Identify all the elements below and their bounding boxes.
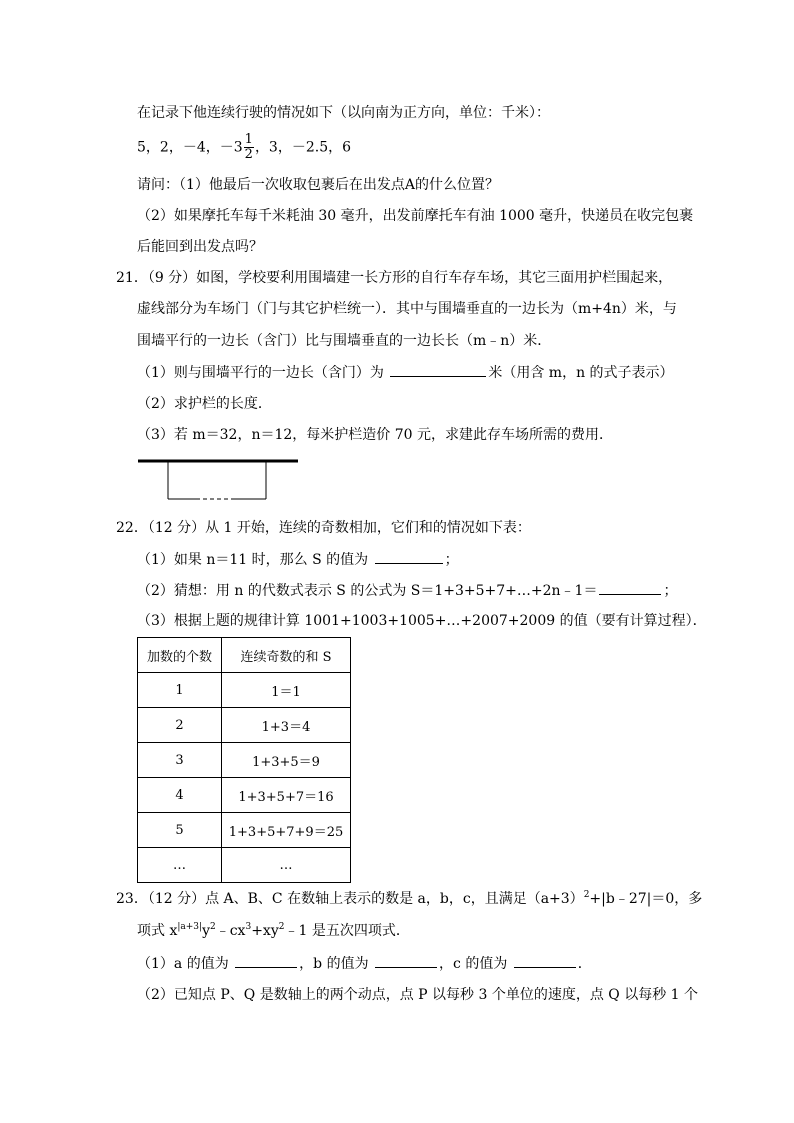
table-row [138, 673, 351, 708]
table-cell: … [222, 848, 351, 883]
q20-frac-num: 1 [244, 132, 253, 147]
table-cell: 1+3+5+7＝16 [222, 778, 351, 813]
q23-poly-mid3: +xy [251, 923, 279, 939]
table-cell: 5 [138, 813, 222, 848]
table-cell: 1+3+5＝9 [222, 743, 351, 778]
table-cell: 3 [138, 743, 222, 778]
q21-sub-3: （3）若 m＝32，n＝12，每米护栏造价 70 元，求建此存车场所需的费用． [137, 427, 613, 443]
q23-poly-exp3: 3 [245, 922, 252, 932]
q23-poly-pre: 项式 x [137, 923, 178, 939]
q23-poly-exp2: 2 [209, 922, 216, 932]
table-cell: 4 [138, 778, 222, 813]
table-header-count: 加数的个数 [138, 638, 222, 673]
q21-answer-blank[interactable] [390, 362, 486, 377]
q22-line-1: 22．（12 分）从 1 开始，连续的奇数相加，它们和的情况如下表： [116, 520, 531, 536]
table-row [138, 743, 351, 778]
table-cell: 2 [138, 708, 222, 743]
q23-line-1-exp: 2 [583, 890, 590, 900]
q23-sub-1-a: （1）a 的值为 [137, 956, 229, 972]
table-cell: … [138, 848, 222, 883]
q23-poly-exp1: |a+3| [177, 922, 203, 932]
q22-sub-2-post: ； [663, 583, 678, 599]
table-header-row [138, 638, 351, 673]
table-cell: 1+3+5+7+9＝25 [222, 813, 351, 848]
q23-line-1-pre: 23．（12 分）点 A、B、C 在数轴上表示的数是 a，b，c，且满足（a+3） [116, 891, 584, 907]
q20-values [137, 133, 351, 162]
q21-sub-1 [137, 362, 674, 383]
q22-answer-blank-2[interactable] [599, 580, 661, 595]
q20-ask-1: 请问：（1）他最后一次收取包裹后在出发点A的什么位置？ [137, 177, 500, 193]
table-row [138, 708, 351, 743]
q23-poly-mid2: ﹣cx [215, 923, 246, 939]
table-row [138, 848, 351, 883]
q21-parking-figure [136, 455, 302, 505]
q20-mixed-whole: 3 [233, 139, 243, 156]
table-cell: 1 [138, 673, 222, 708]
q20-intro: 在记录下他连续行驶的情况如下（以向南为正方向，单位：千米）： [137, 105, 550, 121]
q22-sub-1 [137, 549, 459, 570]
q23-sub-2: （2）已知点 P、Q 是数轴上的两个动点，点 P 以每秒 3 个单位的速度，点 Q 以每秒 1 个 [137, 987, 699, 1003]
q23-poly-mid1: y [202, 923, 210, 939]
q23-answer-blank-c[interactable] [514, 953, 576, 968]
q23-poly-post: ﹣1 是五次四项式． [284, 923, 410, 939]
table-header-sum: 连续奇数的和 S [222, 638, 351, 673]
q21-sub-2: （2）求护栏的长度． [137, 396, 272, 412]
q23-polynomial [137, 921, 410, 941]
table-cell: 1＝1 [222, 673, 351, 708]
q22-sums-table [137, 637, 351, 883]
q21-line-3: 围墙平行的一边长（含门）比与围墙垂直的一边长长（m﹣n）米． [137, 333, 552, 349]
q20-ask-2b: 后能回到出发点吗？ [137, 239, 263, 255]
q22-sub-1-post: ； [444, 552, 459, 568]
q23-sub-1-c: ，c 的值为 [439, 956, 508, 972]
q23-poly-exp4: 2 [278, 922, 285, 932]
q23-answer-blank-b[interactable] [375, 953, 437, 968]
q23-line-1-post: +|b﹣27|＝0，多 [589, 891, 703, 907]
table-row [138, 813, 351, 848]
q23-answer-blank-a[interactable] [235, 953, 297, 968]
table-cell: 1+3＝4 [222, 708, 351, 743]
table-row [138, 778, 351, 813]
q22-answer-blank-1[interactable] [375, 549, 443, 564]
q21-sub-1-pre: （1）则与围墙平行的一边长（含门）为 [137, 365, 384, 381]
q23-sub-1 [137, 953, 592, 974]
q20-values-after: ，3，－2.5，6 [254, 139, 352, 156]
q23-sub-1-b: ，b 的值为 [299, 956, 369, 972]
q22-sub-2-pre: （2）猜想：用 n 的代数式表示 S 的公式为 S＝1+3+5+7+…+2n﹣1＝ [137, 583, 598, 599]
q20-fraction [244, 133, 254, 162]
q20-frac-den: 2 [244, 147, 253, 162]
q21-sub-1-post: 米（用含 m，n 的式子表示） [488, 365, 674, 381]
q22-sub-1-pre: （1）如果 n＝11 时，那么 S 的值为 [137, 552, 369, 568]
q23-line-1 [116, 889, 702, 909]
q22-sub-3: （3）根据上题的规律计算 1001+1003+1005+…+2007+2009 的值（要有计算过程）． [137, 613, 707, 629]
q21-line-2: 虚线部分为车场门（门与其它护栏统一）．其中与围墙垂直的一边长为（m+4n）米，与 [137, 301, 677, 317]
q20-values-before: 5，2，－4，－ [137, 139, 234, 156]
q21-line-1: 21．（9 分）如图，学校要利用围墙建一长方形的自行车存车场，其它三面用护栏围起来， [116, 270, 673, 286]
q20-ask-2a: （2）如果摩托车每千米耗油 30 毫升，出发前摩托车有油 1000 毫升，快递员在收完包裹 [137, 208, 694, 224]
q23-sub-1-end: ． [577, 956, 592, 972]
q22-sub-2 [137, 580, 677, 601]
